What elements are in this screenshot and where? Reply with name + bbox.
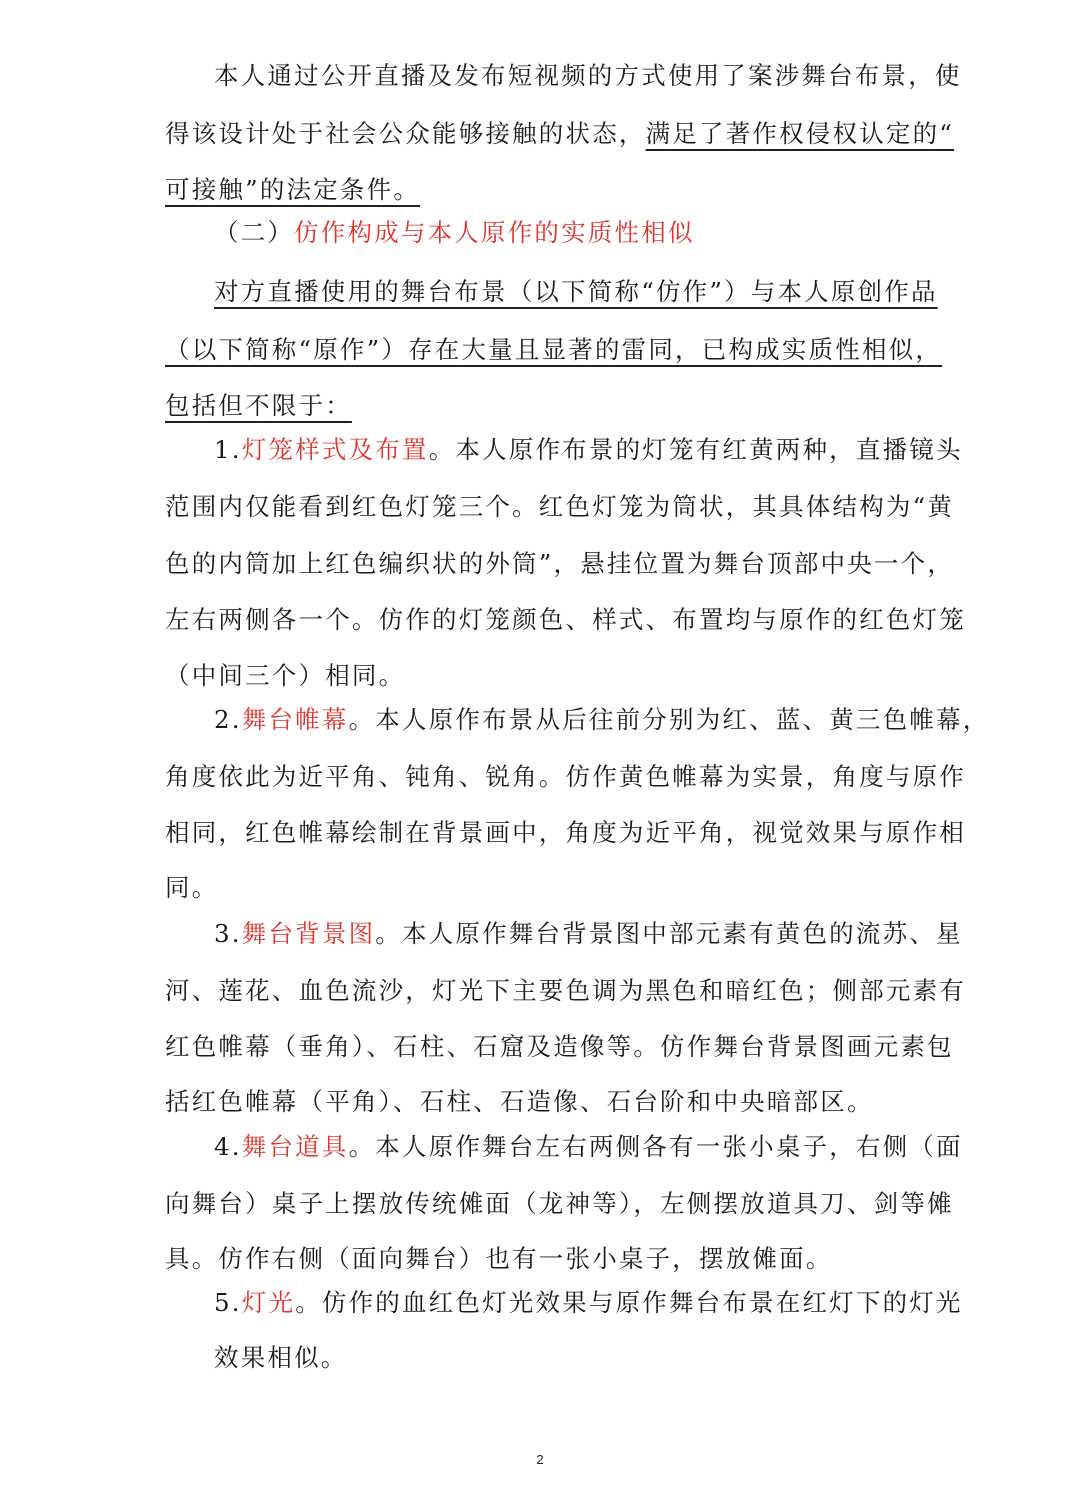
item1-line5: （中间三个）相同。 [165,661,406,690]
item1-line1: 1.灯笼样式及布置。本人原作布景的灯笼有红黄两种，直播镜头 [214,435,963,464]
para1-line2: 得该设计处于社会公众能够接触的状态，满足了著作权侵权认定的“ [165,119,955,148]
item4-line2: 向舞台）桌子上摆放传统傩面（龙神等），左侧摆放道具刀、剑等傩 [165,1189,954,1218]
section-heading: （二）仿作构成与本人原作的实质性相似 [214,218,695,247]
item4-line1: 4.舞台道具。本人原作舞台左右两侧各有一张小桌子，右侧（面 [214,1132,963,1161]
item1-line4: 左右两侧各一个。仿作的灯笼颜色、样式、布置均与原作的红色灯笼 [165,605,966,634]
page-number: 2 [536,1452,544,1467]
item2-line2: 角度依此为近平角、钝角、锐角。仿作黄色帷幕为实景，角度与原作 [165,762,966,791]
para1-line1: 本人通过公开直播及发布短视频的方式使用了案涉舞台布景，使 [214,61,962,90]
item3-line3: 红色帷幕（垂角）、石柱、石窟及造像等。仿作舞台背景图画元素包 [165,1032,954,1061]
underlined-text: 可接触”的法定条件。 [165,175,421,204]
item4-title: 舞台道具 [241,1132,349,1161]
item3-line1: 3.舞台背景图。本人原作舞台背景图中部元素有黄色的流苏、星 [214,919,963,948]
item2-title: 舞台帷幕 [241,705,349,734]
item1-line2: 范围内仅能看到红色灯笼三个。红色灯笼为筒状，其具体结构为“黄 [165,492,955,521]
item2-line3: 相同，红色帷幕绘制在背景画中，角度为近平角，视觉效果与原作相 [165,818,966,847]
para2-line3: 包括但不限于： [165,391,352,420]
item1-title: 灯笼样式及布置 [241,435,429,464]
item3-line2: 河、莲花、血色流沙，灯光下主要色调为黑色和暗红色；侧部元素有 [165,976,966,1005]
underlined-text: 满足了著作权侵权认定的“ [645,119,955,148]
para2-line2: （以下简称“原作”）存在大量且显著的雷同，已构成实质性相似， [165,335,943,364]
item4-line3: 具。仿作右侧（面向舞台）也有一张小桌子，摆放傩面。 [165,1244,833,1273]
section-title: 仿作构成与本人原作的实质性相似 [294,218,695,247]
item5-line2: 效果相似。 [214,1343,348,1372]
item3-line4: 括红色帷幕（平角）、石柱、石造像、石台阶和中央暗部区。 [165,1087,874,1116]
para1-line3 [165,170,1080,210]
item3-title: 舞台背景图 [241,919,376,948]
item5-title: 灯光 [241,1288,296,1317]
para2-line1: 对方直播使用的舞台布景（以下简称“仿作”）与本人原创作品 [214,277,938,306]
item5-line1: 5.灯光。仿作的血红色灯光效果与原作舞台布景在红灯下的灯光 [214,1288,963,1317]
item2-line1: 2.舞台帷幕。本人原作布景从后往前分别为红、蓝、黄三色帷幕， [214,705,990,734]
item1-line3: 色的内筒加上红色编织状的外筒”，悬挂位置为舞台顶部中央一个， [165,549,955,578]
item2-line4: 同。 [165,873,219,902]
